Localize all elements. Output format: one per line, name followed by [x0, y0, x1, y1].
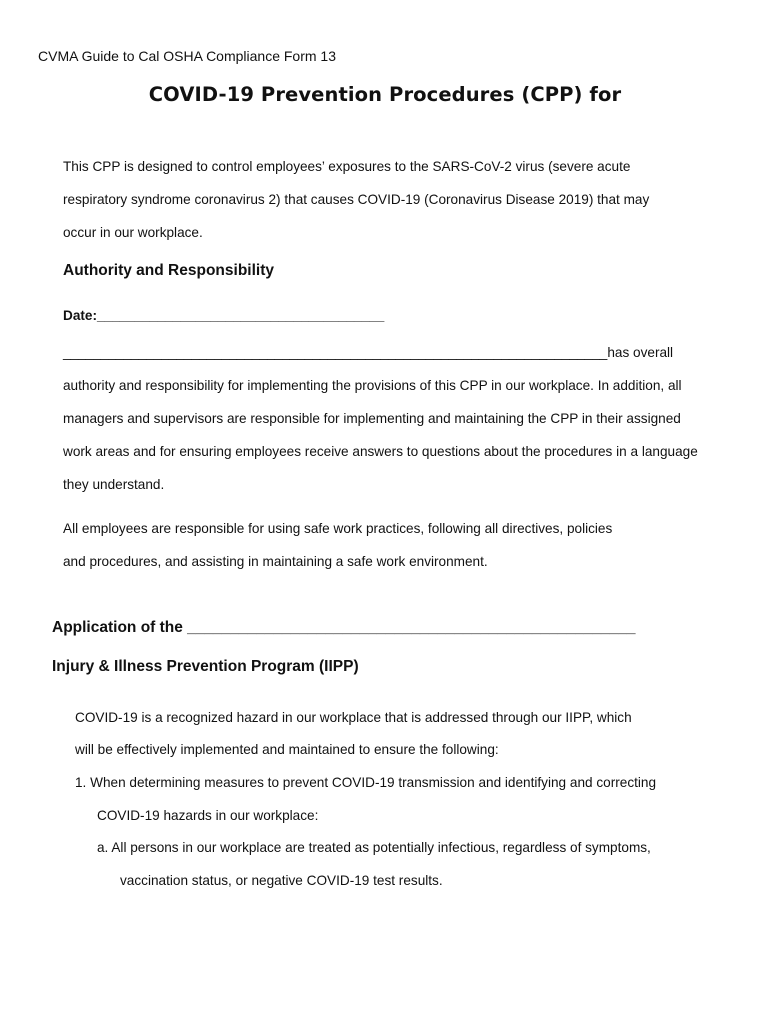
authority-line-1: ________________________________________________________________________has overall [63, 345, 674, 360]
intro-line-2: respiratory syndrome coronavirus 2) that causes COVID-19 (Coronavirus Disease 2019) that may [63, 192, 650, 207]
authority-heading: Authority and Responsibility [63, 262, 274, 279]
list-item-1-line-2: COVID-19 hazards in our workplace: [97, 808, 319, 823]
list-item-1-line-1: 1. When determining measures to prevent COVID-19 transmission and identifying and correcting [75, 775, 657, 790]
iipp-heading: Injury & Illness Prevention Program (IIPP) [52, 658, 359, 675]
date-field: Date:______________________________________ [63, 308, 385, 323]
list-item-1a-line-2: vaccination status, or negative COVID-19 test results. [120, 873, 443, 888]
authority-line-4: work areas and for ensuring employees receive answers to questions about the procedures in a language [63, 444, 698, 459]
form-header: CVMA Guide to Cal OSHA Compliance Form 13 [38, 48, 337, 64]
list-item-1a-line-1: a. All persons in our workplace are treated as potentially infectious, regardless of symptoms, [97, 840, 651, 855]
application-intro-1: COVID-19 is a recognized hazard in our workplace that is addressed through our IIPP, which [75, 710, 632, 725]
employees-line-1: All employees are responsible for using safe work practices, following all directives, policies [63, 521, 613, 536]
application-heading: Application of the ____________________________________________________ [52, 619, 636, 636]
application-intro-2: will be effectively implemented and maintained to ensure the following: [75, 742, 499, 757]
employees-line-2: and procedures, and assisting in maintaining a safe work environment. [63, 554, 488, 569]
intro-line-3: occur in our workplace. [63, 225, 203, 240]
authority-line-2: authority and responsibility for implementing the provisions of this CPP in our workplace. In addition, all [63, 378, 682, 393]
intro-line-1: This CPP is designed to control employees’ exposures to the SARS-CoV-2 virus (severe acute [63, 159, 631, 174]
authority-line-3: managers and supervisors are responsible for implementing and maintaining the CPP in their assigned [63, 411, 681, 426]
authority-line-5: they understand. [63, 477, 165, 492]
document-title: COVID-19 Prevention Procedures (CPP) for [148, 83, 622, 106]
